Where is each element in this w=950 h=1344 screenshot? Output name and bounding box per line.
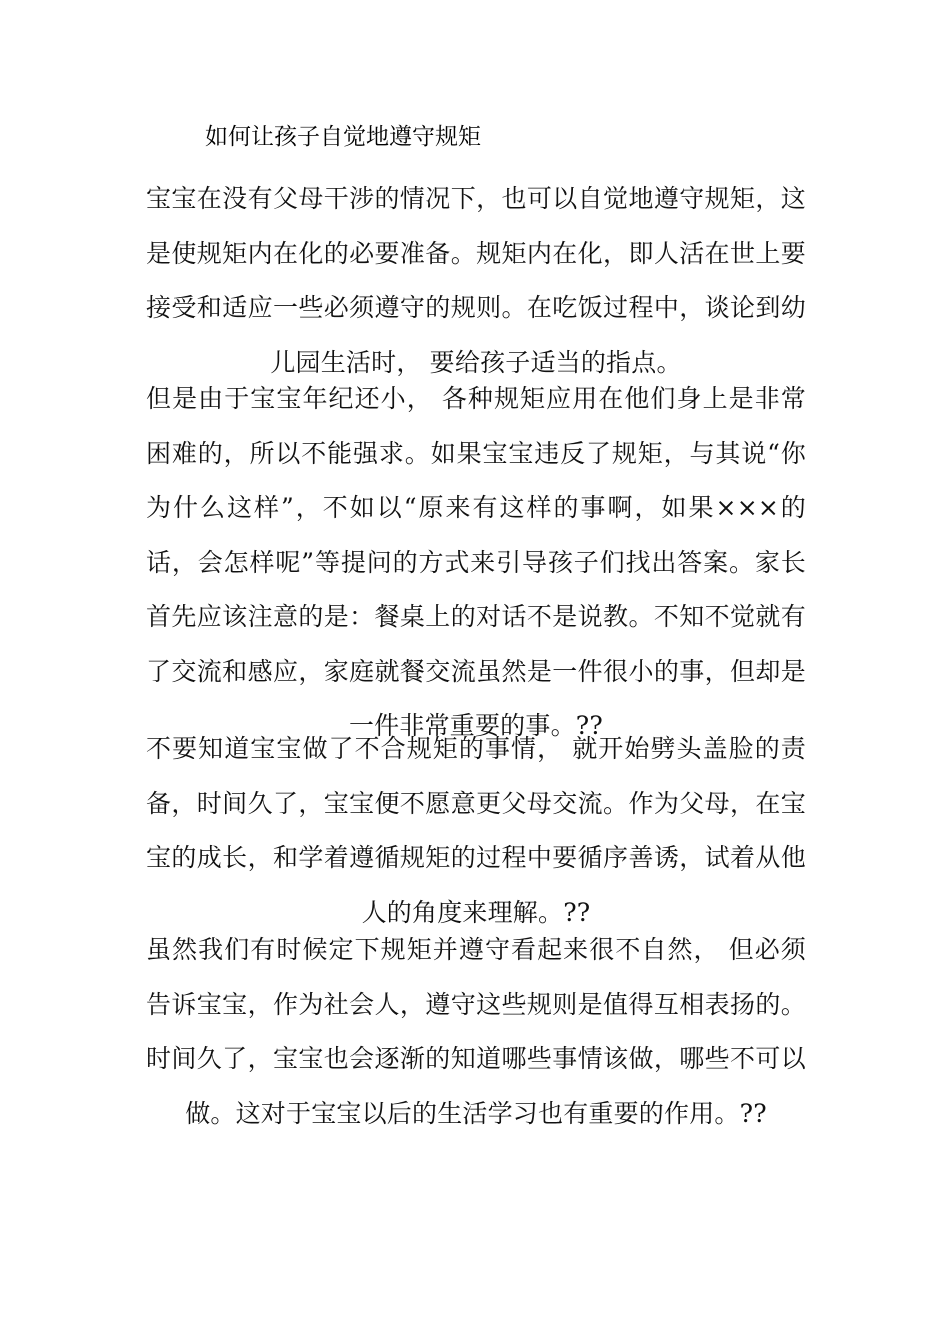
text-line: 困难的，所以不能强求。如果宝宝违反了规矩，与其说“你 [146,438,806,468]
text-line: 做。这对于宝宝以后的生活学习也有重要的作用。?? [185,1098,767,1128]
text-line: 时间久了，宝宝也会逐渐的知道哪些事情该做，哪些不可以 [146,1044,806,1073]
document-title: 如何让孩子自觉地遵守规矩 [205,124,481,150]
text-line: 首先应该注意的是：餐桌上的对话不是说教。不知不觉就有 [146,602,806,631]
text-line: 宝的成长，和学着遵循规矩的过程中要循序善诱，试着从他 [146,843,806,872]
text-line: 备，时间久了，宝宝便不愿意更父母交流。作为父母，在宝 [146,788,806,818]
text-line: 宝宝在没有父母干涉的情况下，也可以自觉地遵守规矩，这 [146,184,806,213]
text-line: 接受和适应一些必须遵守的规则。在吃饭过程中，谈论到幼 [146,293,806,322]
text-line: 了交流和感应，家庭就餐交流虽然是一件很小的事，但却是 [146,656,806,686]
text-line: 为什么这样”，不如以“原来有这样的事啊，如果×××的 [146,493,806,522]
text-line: 是使规矩内在化的必要准备。规矩内在化，即人活在世上要 [146,238,806,268]
text-line: 虽然我们有时候定下规矩并遵守看起来很不自然， 但必须 [146,935,806,964]
paragraph-1 [146,172,806,390]
text-line: 一件非常重要的事。?? [348,711,603,740]
text-line: 人的角度来理解。?? [361,897,591,927]
paragraph-2 [146,372,806,754]
paragraph-3 [146,722,806,940]
text-line: 告诉宝宝，作为社会人，遵守这些规则是值得互相表扬的。 [146,989,806,1019]
text-line: 不要知道宝宝做了不合规矩的事情， 就开始劈头盖脸的责 [146,734,806,763]
paragraph-4 [146,923,806,1141]
text-line: 儿园生活时， 要给孩子适当的指点。 [270,347,682,377]
text-line: 话，会怎样呢”等提问的方式来引导孩子们找出答案。家长 [146,547,806,577]
text-line: 但是由于宝宝年纪还小， 各种规矩应用在他们身上是非常 [146,384,806,413]
